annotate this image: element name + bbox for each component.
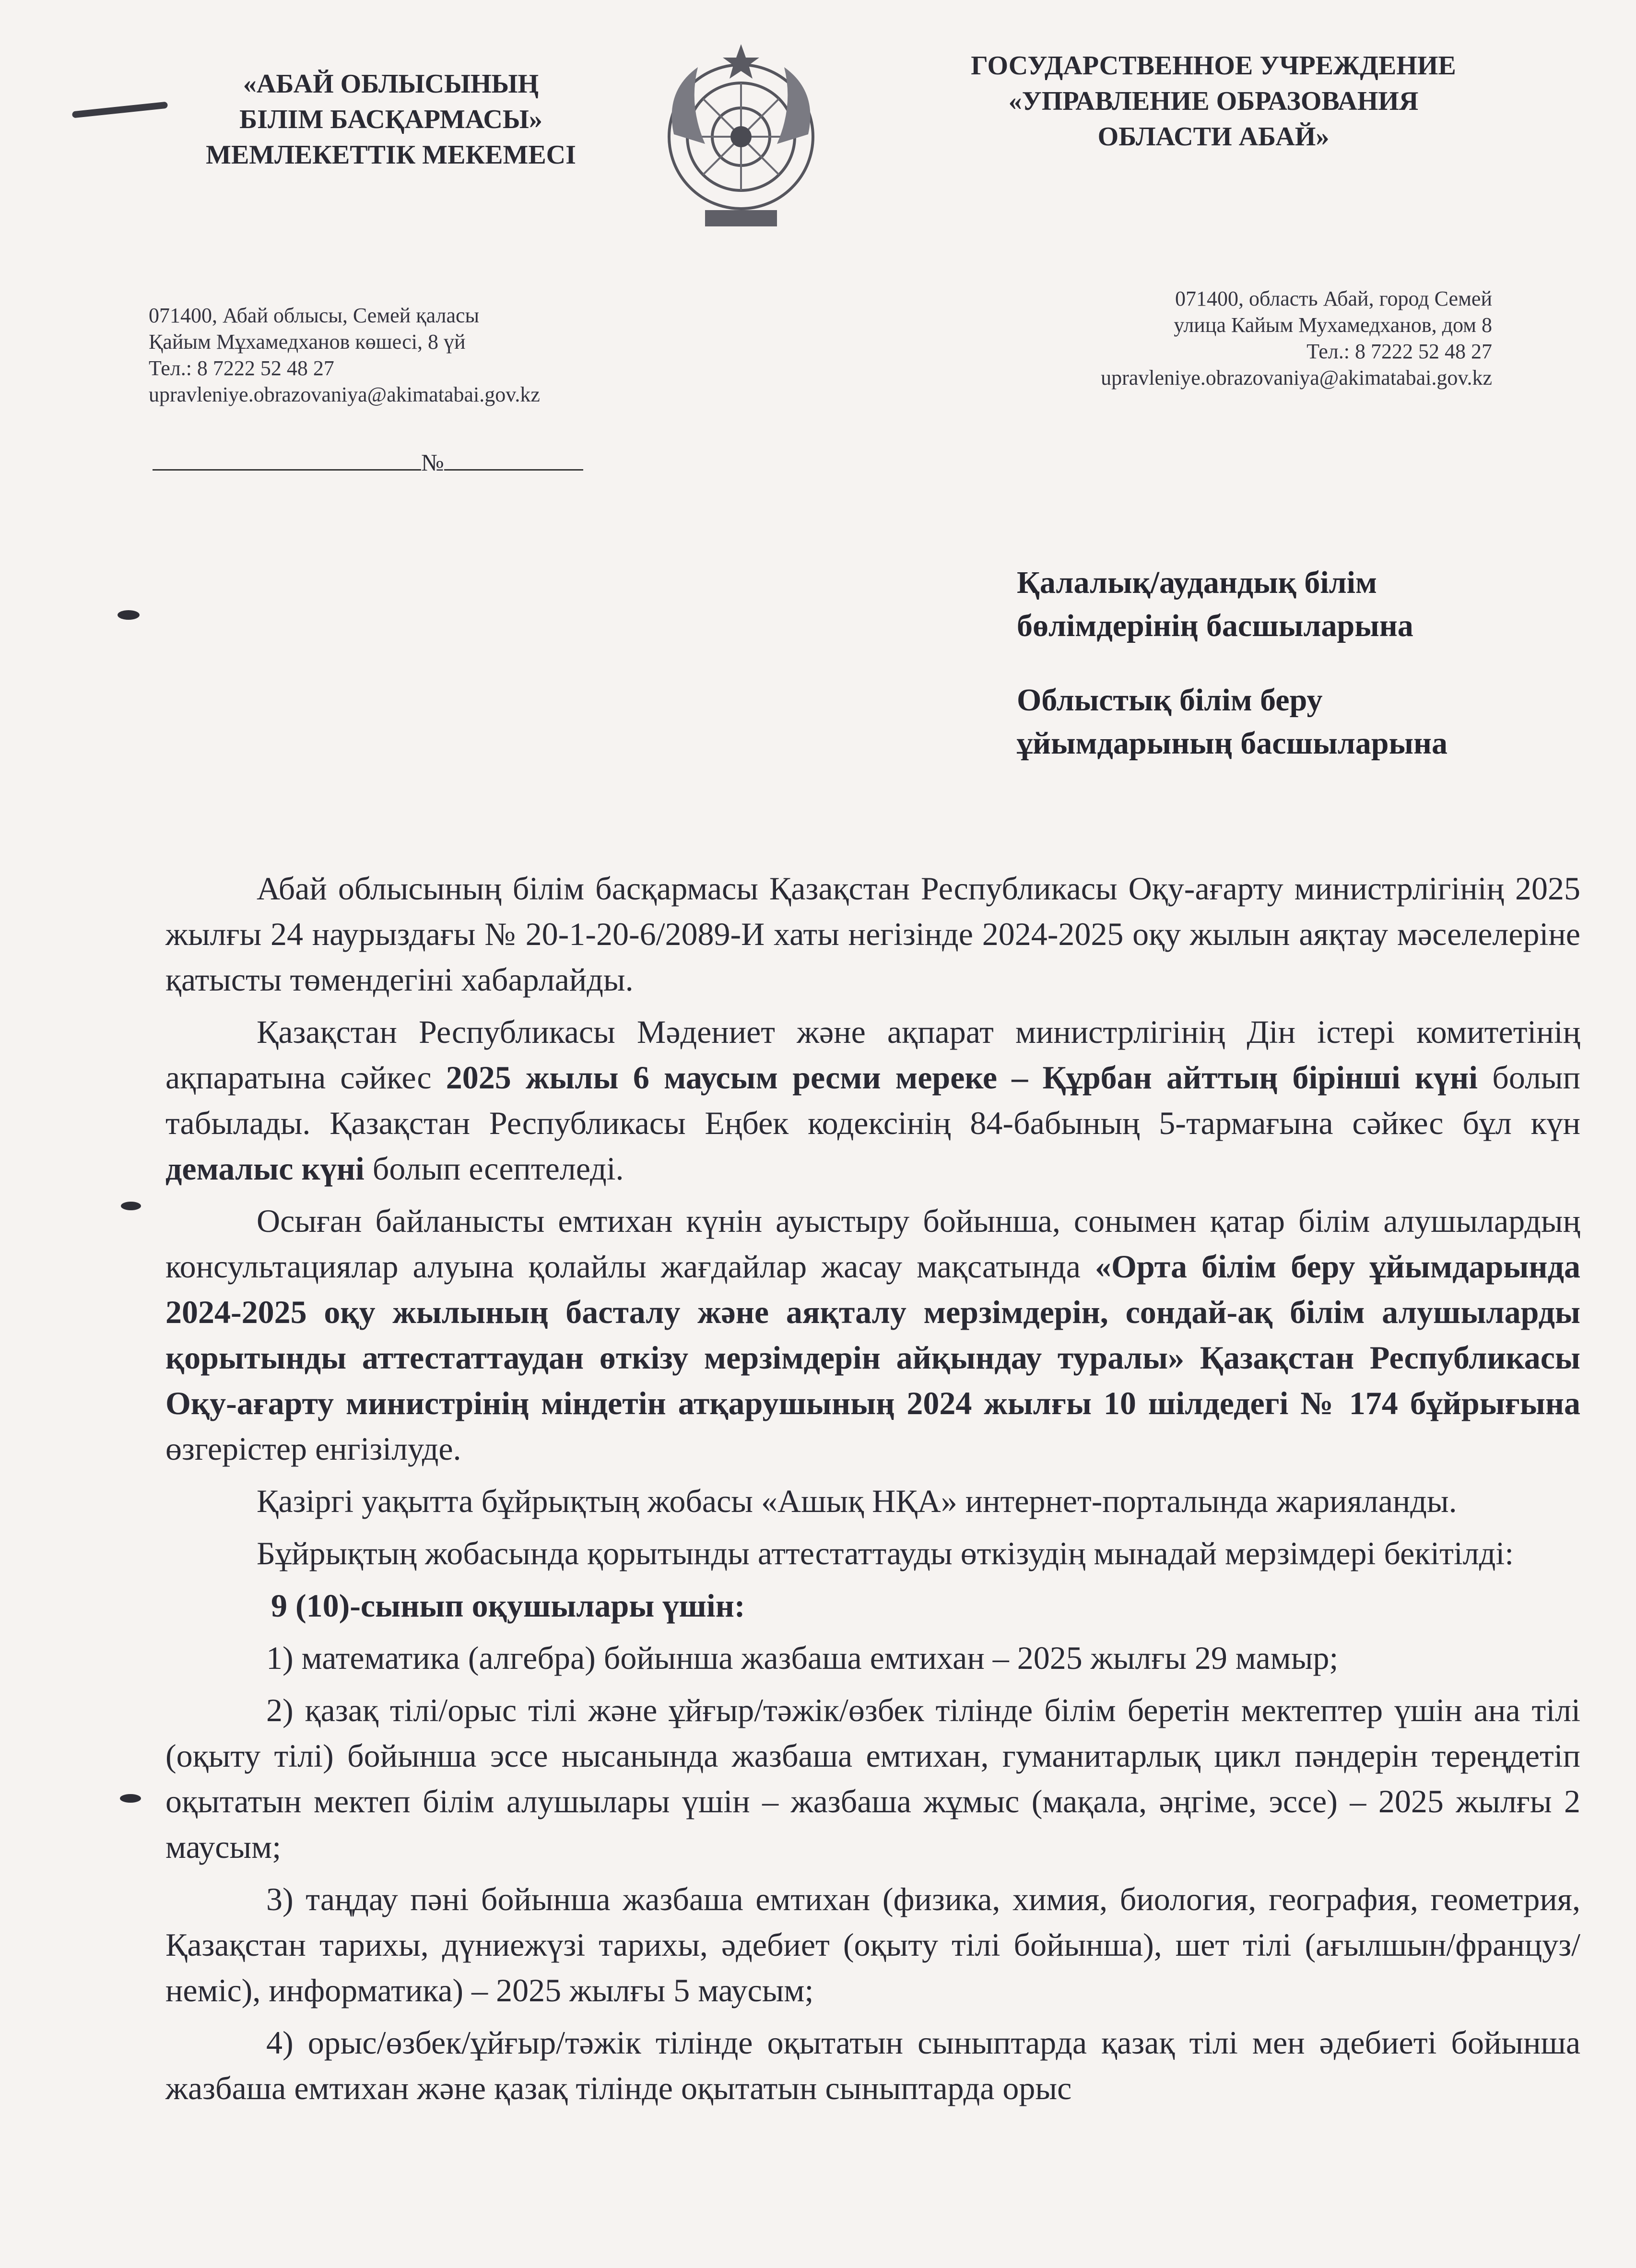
section-heading: 9 (10)-сынып оқушылары үшін:	[271, 1587, 745, 1624]
scan-stroke-mark	[72, 102, 168, 118]
number-blank	[444, 450, 583, 471]
text-run: өзгерістер енгізілуде.	[165, 1430, 461, 1467]
header-left-line: БІЛІМ БАСҚАРМАСЫ»	[239, 105, 542, 134]
header-left-line: «АБАЙ ОБЛЫСЫНЫҢ	[243, 69, 539, 99]
bold-run: «Орта білім беру ұйымдарында 2024-2025 оқу жылының басталу және аяқталу мерзімдерін, сондай-ақ білім алушыларды қорытынды аттестаттаудан өткізу мерзімдерін айқындау туралы» Қазақстан Республикасы Оқу-ағарту министрінің міндетін атқарушының 2024 жылғы 10 шілдедегі № 174 бұйрығына	[165, 1248, 1581, 1421]
state-emblem-icon	[659, 34, 823, 245]
header-right-line: ГОСУДАРСТВЕННОЕ УЧРЕЖДЕНИЕ	[971, 51, 1456, 81]
body-paragraph	[165, 1009, 1580, 1192]
body-paragraph: Қазіргі уақытта бұйрықтың жобасы «Ашық НҚА» интернет-порталында жарияланды.	[257, 1483, 1457, 1519]
address-email: upravleniye.obrazovaniya@akimatabai.gov.kz	[149, 383, 540, 406]
list-item: 4) орыс/өзбек/ұйғыр/тәжік тілінде оқытатын сыныптарда қазақ тілі мен әдебиеті бойынша жазбаша емтихан және қазақ тілінде оқытатын сыныптарда орыс	[165, 2024, 1580, 2106]
list-item: 1) математика (алгебра) бойынша жазбаша емтихан – 2025 жылғы 29 мамыр;	[266, 1640, 1339, 1676]
bold-run: демалыс күні	[165, 1150, 365, 1187]
address-left	[149, 302, 540, 408]
address-line: 071400, Абай облысы, Семей қаласы	[149, 304, 480, 327]
address-line: Тел.: 8 7222 52 48 27	[149, 356, 334, 380]
header-right-russian	[916, 48, 1511, 154]
number-sign: №	[421, 449, 444, 476]
body-paragraph: Бұйрықтың жобасында қорытынды аттестаттауды өткізудің мынадай мерзімдері бекітілді:	[257, 1535, 1514, 1571]
text-run: болып есептеледі.	[364, 1150, 624, 1187]
recipient-line: Облыстық білім беру	[1017, 683, 1323, 718]
address-line: улица Кайым Мухамедханов, дом 8	[1174, 313, 1492, 337]
text-run: Қазақстан Республикасы Мәдениет және ақпарат министрлігінің Дін істері комитетінің ақпаратына сәйкес	[165, 1014, 1580, 1096]
header-left-kazakh	[182, 66, 600, 173]
letter-body	[165, 866, 1580, 2118]
address-line: Тел.: 8 7222 52 48 27	[1306, 340, 1492, 363]
date-blank	[153, 450, 421, 471]
registration-number-line	[153, 449, 583, 476]
header-left-line: МЕМЛЕКЕТТІК МЕКЕМЕСІ	[206, 140, 576, 170]
recipient-line: ұйымдарының басшыларына	[1017, 726, 1448, 761]
recipient-line: Қалалық/аудандық білім	[1017, 565, 1377, 600]
body-paragraph	[165, 1198, 1580, 1472]
header-right-line: «УПРАВЛЕНИЕ ОБРАЗОВАНИЯ	[1008, 86, 1419, 116]
recipients-block	[1017, 561, 1448, 796]
text-run: болып табылады. Қазақстан Республикасы Еңбек кодексінің 84-бабының 5-тармағына сәйкес бұл күн	[165, 1059, 1580, 1141]
scan-punch-mark	[121, 1202, 141, 1210]
header-right-line: ОБЛАСТИ АБАЙ»	[1097, 122, 1330, 152]
recipient-group	[1017, 679, 1448, 765]
recipient-line: бөлімдерінің басшыларына	[1017, 608, 1413, 643]
text-run: Осыған байланысты емтихан күнін ауыстыру бойынша, сонымен қатар білім алушылардың консультациялар алуына қолайлы жағдайлар жасау мақсатында	[165, 1203, 1580, 1285]
address-line: 071400, область Абай, город Семей	[1175, 287, 1492, 310]
body-paragraph: Абай облысының білім басқармасы Қазақстан Республикасы Оқу-ағарту министрлігінің 2025 жылғы 24 наурыздағы № 20-1-20-6/2089-И хаты негізінде 2024-2025 оқу жылын аяқтау мәселелеріне қатысты төмендегіні хабарлайды.	[165, 870, 1580, 998]
bold-run: 2025 жылы 6 маусым ресми мереке – Құрбан айттың бірінші күні	[446, 1059, 1478, 1096]
address-right	[1101, 285, 1492, 391]
address-line: Қайым Мұхамедханов көшесі, 8 үй	[149, 330, 466, 354]
scan-punch-mark	[120, 1794, 141, 1803]
list-item: 3) таңдау пәні бойынша жазбаша емтихан (физика, химия, биология, география, геометрия, Қазақстан тарихы, дүниежүзі тарихы, әдебиет (оқыту тілі бойынша), шет тілі (ағылшын/француз/неміс), информатика) – 2025 жылғы 5 маусым;	[165, 1881, 1580, 2008]
address-email: upravleniye.obrazovaniya@akimatabai.gov.kz	[1101, 366, 1492, 390]
recipient-group	[1017, 561, 1448, 648]
list-item: 2) қазақ тілі/орыс тілі және ұйғыр/тәжік/өзбек тілінде білім беретін мектептер үшін ана тілі (оқыту тілі) бойынша эссе нысанында жазбаша емтихан, гуманитарлық цикл пәндерін тереңдетіп оқытатын мектеп білім алушылары үшін – жазбаша жұмыс (мақала, әңгіме, эссе) – 2025 жылғы 2 маусым;	[165, 1692, 1580, 1865]
scan-punch-mark	[118, 610, 140, 620]
